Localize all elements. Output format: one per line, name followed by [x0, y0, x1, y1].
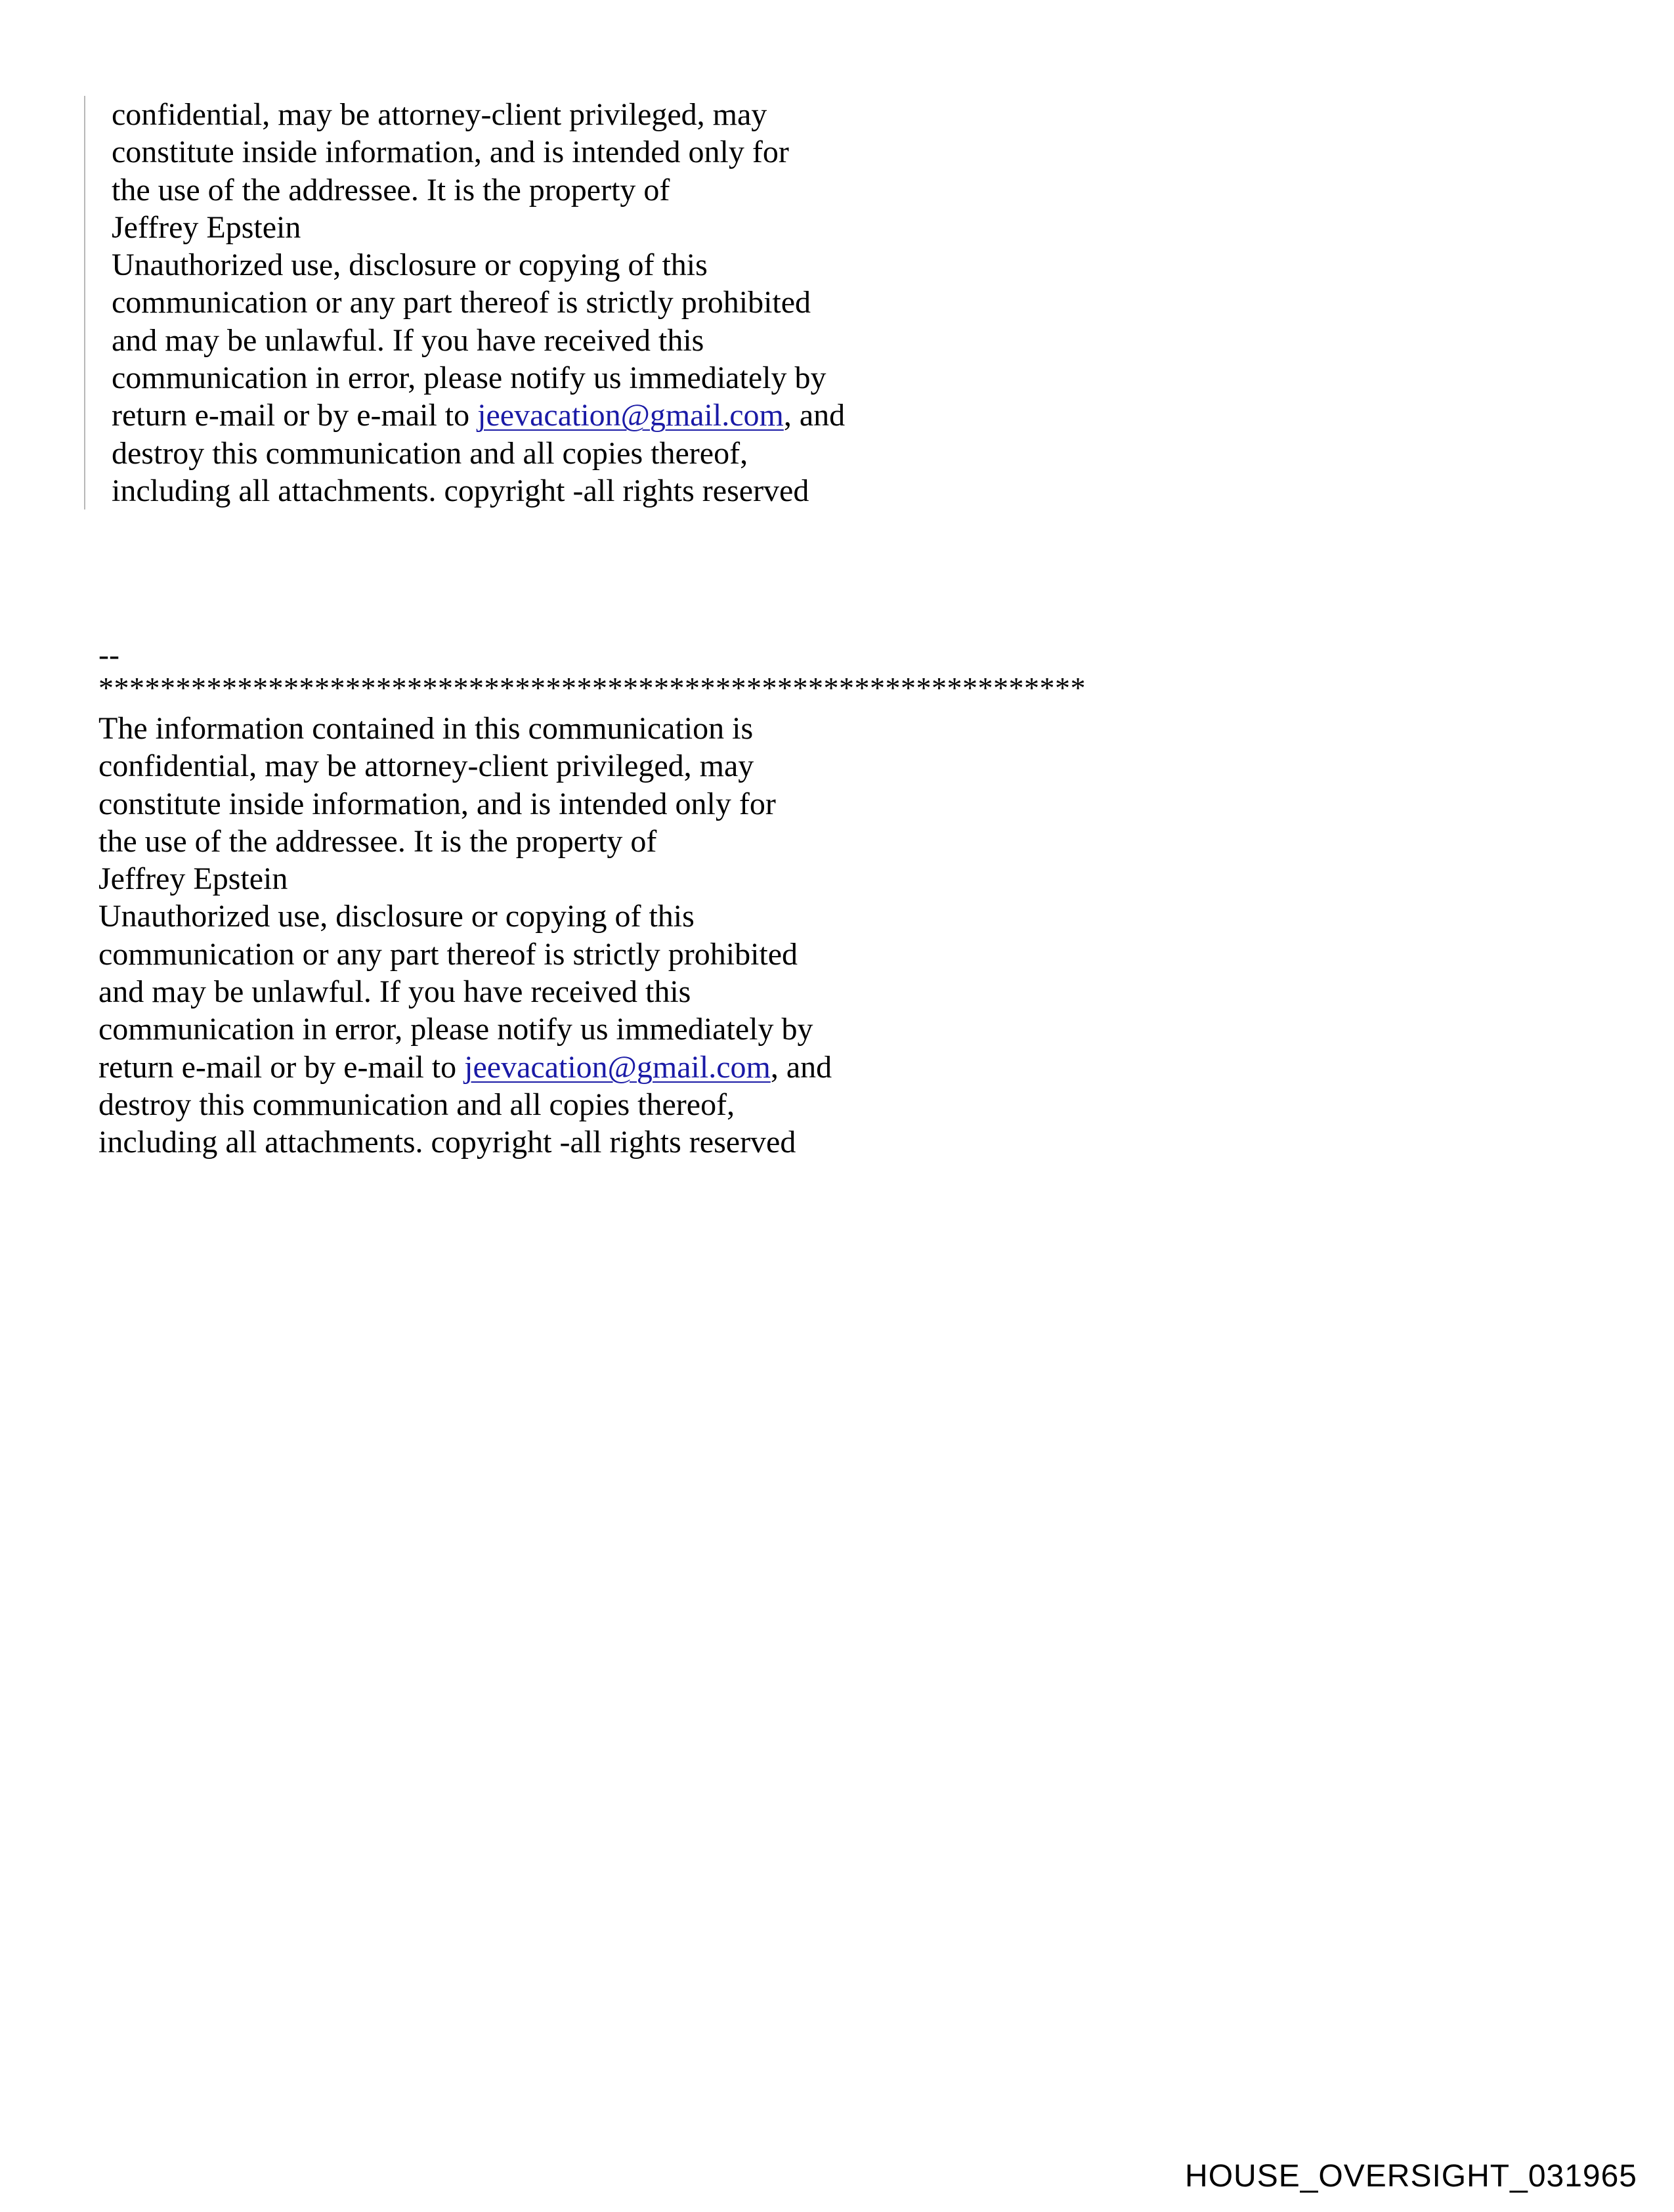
disclaimer-line: communication or any part thereof is strictly prohibited [98, 936, 798, 972]
disclaimer-line: including all attachments. copyright -all rights reserved [98, 1125, 796, 1160]
disclaimer-line: communication or any part thereof is strictly prohibited [112, 285, 811, 320]
disclaimer-line: constitute inside information, and is intended only for [98, 786, 776, 821]
disclaimer-line: the use of the addressee. It is the property of [112, 172, 670, 207]
signature-separator: -- [98, 638, 119, 672]
disclaimer-line: including all attachments. copyright -all rights reserved [112, 473, 809, 508]
disclaimer-line: confidential, may be attorney-client privileged, may [98, 748, 754, 784]
disclaimer-line: the use of the addressee. It is the property of [98, 823, 657, 859]
disclaimer-line: destroy this communication and all copies thereof, [98, 1087, 735, 1122]
disclaimer-line: The information contained in this communication is [98, 711, 754, 746]
disclaimer-line: and may be unlawful. If you have received this [98, 974, 691, 1010]
disclaimer-return-line [98, 1049, 1086, 1086]
disclaimer-line: communication in error, please notify us immediately by [112, 360, 826, 396]
disclaimer-line: constitute inside information, and is intended only for [112, 135, 789, 170]
return-line-suffix: , and [770, 1049, 832, 1085]
return-line-suffix: , and [783, 398, 846, 433]
disclaimer-line: and may be unlawful. If you have received this [112, 322, 704, 358]
return-line-prefix: return e-mail or by e-mail to [98, 1049, 465, 1085]
document-id-stamp: HOUSE_OVERSIGHT_031965 [1185, 2159, 1637, 2194]
disclaimer-line: Jeffrey Epstein [98, 861, 288, 897]
email-link[interactable]: jeevacation@gmail.com [464, 1049, 771, 1085]
email-link[interactable]: jeevacation@gmail.com [477, 398, 784, 433]
return-line-prefix: return e-mail or by e-mail to [112, 398, 478, 433]
signature-disclaimer [98, 639, 1086, 1161]
disclaimer-line: destroy this communication and all copies thereof, [112, 435, 748, 471]
disclaimer-line: Jeffrey Epstein [112, 209, 301, 245]
disclaimer-return-line [112, 397, 845, 434]
signature-stars: **************************************************************** [98, 671, 1086, 705]
disclaimer-line: confidential, may be attorney-client privileged, may [112, 97, 767, 132]
quoted-disclaimer [84, 96, 845, 510]
disclaimer-line: communication in error, please notify us immediately by [98, 1012, 813, 1047]
disclaimer-line: Unauthorized use, disclosure or copying of this [98, 899, 695, 934]
disclaimer-line: Unauthorized use, disclosure or copying of this [112, 248, 708, 283]
